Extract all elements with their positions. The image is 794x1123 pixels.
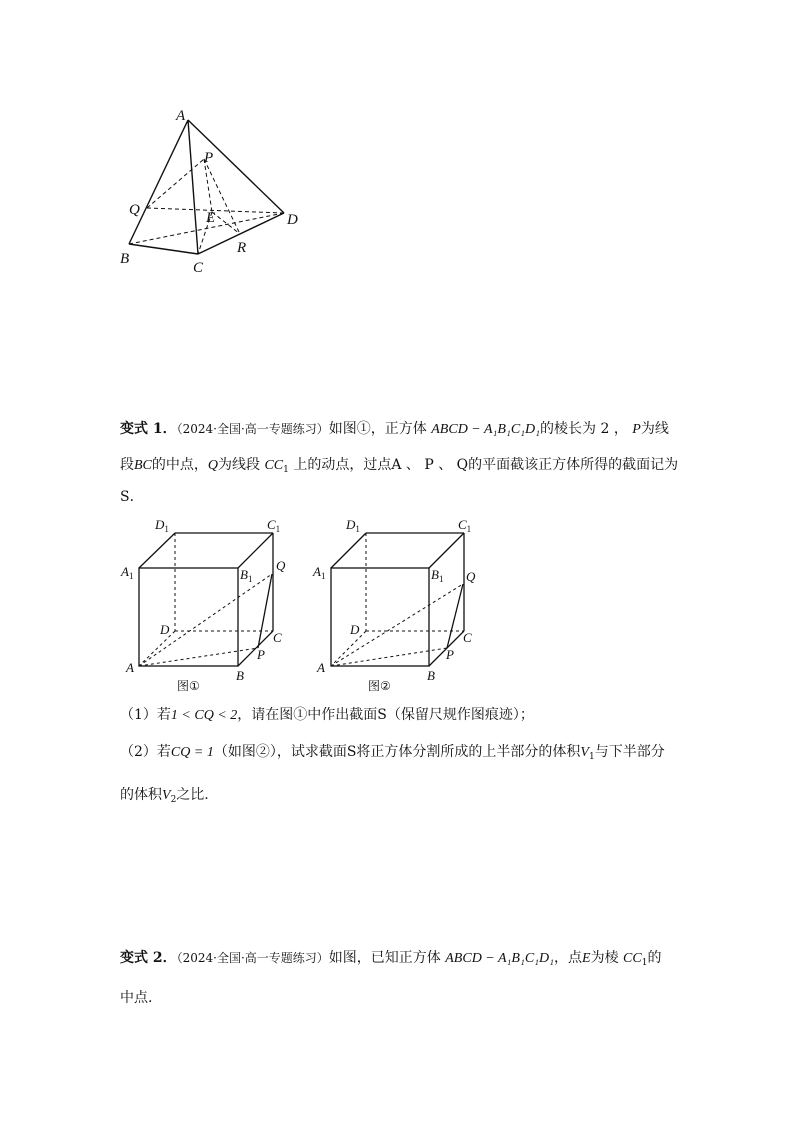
- edge-BC: [129, 244, 198, 254]
- ex1-line1: 变式 1．（2024·全国·高一专题练习）如图①，正方体 ABCD − A₁B₁C₁D₁的棱长为 2 ， P为线: [120, 421, 669, 437]
- label-R: R: [237, 240, 247, 256]
- svg-text:A1: $A_1$: [121, 564, 134, 581]
- cube-figure-2: [307, 512, 492, 697]
- edge-AB: [129, 120, 188, 244]
- svg-text:Q: Q: [466, 569, 476, 584]
- svg-text:A: A: [126, 660, 134, 675]
- svg-text:A: A: [317, 660, 325, 675]
- ex1-line3: S．: [120, 489, 144, 505]
- ex2-line1: 变式 2．（2024·全国·高一专题练习）如图，已知正方体 ABCD − A₁B₁C₁D₁，点E为棱 $CC_1$的: [120, 950, 662, 968]
- fig1-caption: 图①: [177, 679, 200, 693]
- cube-figure-1: [115, 512, 300, 697]
- svg-text:Q: Q: [276, 558, 286, 573]
- svg-text:B: B: [236, 668, 244, 683]
- svg-text:D1: $D_1$: [155, 517, 169, 534]
- fig2-caption: 图②: [368, 679, 391, 693]
- ex1-line2: 段BC的中点，Q为线段 $CC_1$ 上的动点，过点A 、 P 、 Q的平面截该正方体所得的截面记为: [120, 457, 679, 475]
- edge-AD: [188, 120, 284, 213]
- ex2-title: 变式 2．: [120, 950, 177, 966]
- ex1-source: （2024·全国·高一专题练习）: [176, 422, 329, 436]
- svg-text:C1: $C_1$: [458, 517, 472, 534]
- label-P: P: [204, 150, 214, 166]
- ex2-line2: 中点.: [120, 990, 153, 1006]
- label-B: B: [120, 251, 130, 267]
- ex1-q2-line2: 的体积$V_2$之比.: [120, 787, 209, 805]
- pyramid-figure: [110, 100, 310, 280]
- label-C: C: [193, 260, 204, 276]
- label-D: D: [287, 212, 298, 228]
- svg-text:B1: $B_1$: [240, 567, 253, 584]
- cube-name: ABCD − A₁B₁C₁D₁: [431, 422, 541, 437]
- label-A: A: [176, 108, 186, 124]
- ex1-q2: （2）若CQ = 1（如图②），试求截面S将正方体分割所成的上半部分的体积$V_1$与下半部分: [120, 744, 665, 762]
- svg-text:P: P: [257, 647, 265, 662]
- svg-text:D1: $D_1$: [346, 517, 360, 534]
- svg-text:A1: $A_1$: [313, 564, 326, 581]
- label-E: E: [206, 210, 216, 226]
- svg-text:P: P: [446, 647, 454, 662]
- svg-text:B: B: [427, 668, 435, 683]
- edge-AC: [188, 120, 198, 254]
- svg-text:B1: $B_1$: [431, 567, 444, 584]
- svg-text:C1: $C_1$: [267, 517, 281, 534]
- label-Q: Q: [129, 202, 140, 218]
- ex1-title: 变式 1．: [120, 421, 177, 437]
- svg-text:C: C: [463, 630, 472, 645]
- svg-text:D: D: [350, 622, 360, 637]
- ex1-q1: （1）若1 < CQ < 2，请在图①中作出截面S（保留尺规作图痕迹）；: [120, 707, 534, 723]
- svg-text:C: C: [273, 630, 282, 645]
- svg-text:D: D: [160, 622, 170, 637]
